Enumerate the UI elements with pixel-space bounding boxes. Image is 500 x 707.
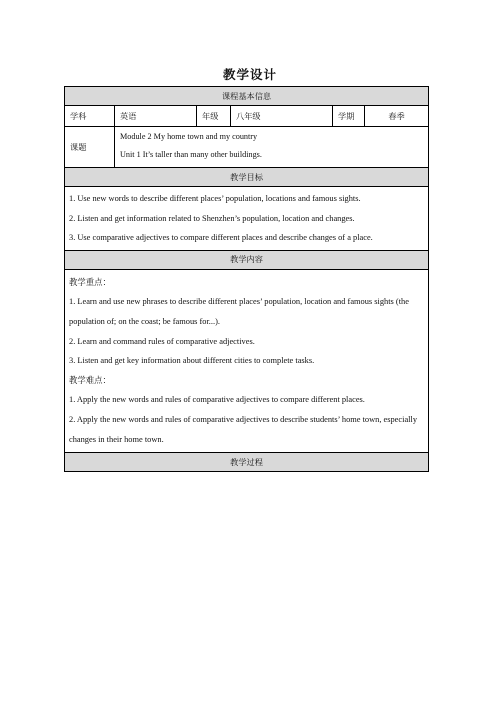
content-body [65, 269, 429, 452]
subject-value: 英语 [115, 106, 197, 127]
key-points-label: 教学重点： [69, 277, 111, 287]
key-point-item: 1. Learn and use new phrases to describe different places’ population, location and famous sights (the population of; on the coast; be famous for...). [69, 297, 409, 326]
key-point-item: 2. Learn and command rules of comparative adjectives. [69, 336, 255, 346]
term-label: 学期 [333, 106, 365, 127]
objective-item: 1. Use new words to describe different places’ population, locations and famous sights. [69, 194, 361, 203]
objectives-header: 教学目标 [65, 168, 429, 187]
page-title: 教学设计 [222, 68, 277, 82]
content-header: 教学内容 [65, 250, 429, 269]
objective-item: 2. Listen and get information related to Shenzhen’s population, location and changes. [69, 213, 355, 223]
subject-label: 学科 [65, 106, 115, 127]
topic-unit: Unit 1 It’s taller than many other buildings. [120, 150, 262, 159]
objectives-body [65, 187, 429, 251]
objective-item: 3. Use comparative adjectives to compare different places and describe changes of a place. [69, 233, 373, 243]
process-header: 教学过程 [65, 453, 429, 472]
topic-value [115, 127, 429, 168]
difficulty-item: 1. Apply the new words and rules of comparative adjectives to compare different places. [69, 395, 365, 405]
difficulties-label: 教学难点： [69, 375, 111, 385]
term-value: 春季 [365, 106, 429, 127]
difficulty-item: 2. Apply the new words and rules of comparative adjectives to describe students’ home town, especially changes in their home town. [69, 414, 418, 444]
grade-value: 八年级 [231, 106, 333, 127]
topic-module: Module 2 My home town and my country [120, 132, 258, 141]
lesson-plan-table [64, 86, 429, 472]
basic-info-header: 课程基本信息 [65, 87, 429, 106]
key-point-item: 3. Listen and get key information about different cities to complete tasks. [69, 356, 315, 366]
topic-label: 课题 [65, 127, 115, 168]
grade-label: 年级 [197, 106, 231, 127]
